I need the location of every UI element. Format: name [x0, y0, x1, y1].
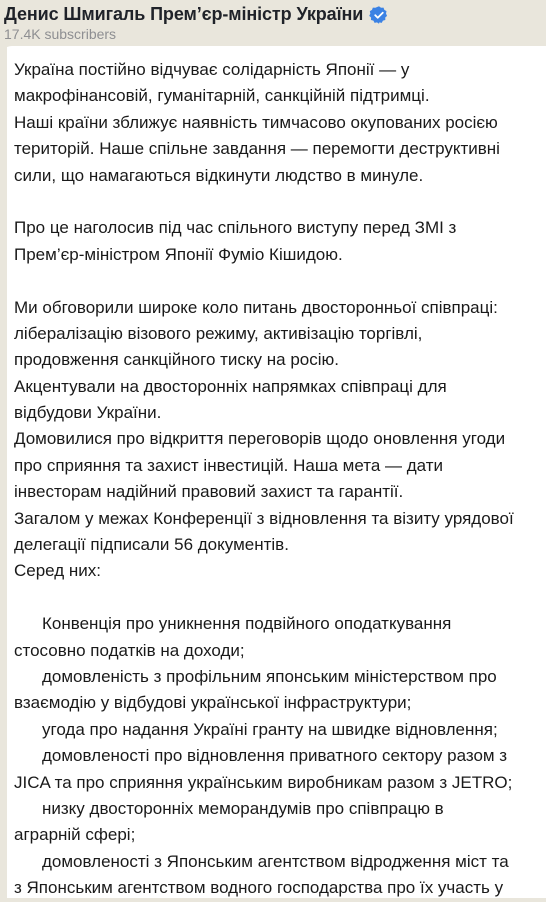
verified-badge-icon	[369, 5, 389, 25]
list-item	[14, 849, 542, 902]
list-item	[14, 717, 542, 743]
post-line: Акцентували на двосторонніх напрямках співпраці для	[14, 376, 447, 396]
post-card	[0, 46, 546, 898]
post-line: Серед них:	[14, 561, 102, 581]
post-line: Про це наголосив під час спільного виступу перед ЗМІ з	[14, 218, 457, 238]
post-line: Наші країни зближує наявність тимчасово окупованих росією	[14, 112, 498, 132]
list-item-line: аграрній сфері;	[14, 825, 136, 845]
list-item-line: низку двосторонніх меморандумів про співпрацю в	[42, 798, 444, 818]
post-line: продовження санкційного тиску на росію.	[14, 350, 339, 370]
list-item-line: домовленість з профільним японським міністерством про	[42, 666, 497, 686]
post-line: сили, що намагаються відкинути людство в минуле.	[14, 165, 424, 185]
list-item	[14, 796, 542, 849]
channel-title-row	[4, 4, 389, 25]
channel-header[interactable]	[0, 0, 546, 46]
paragraph-gap	[14, 268, 542, 294]
post-line: делегації підписали 56 документів.	[14, 535, 289, 555]
list-item-line: Конвенція про уникнення подвійного оподаткування	[42, 614, 452, 634]
post-text	[14, 57, 542, 902]
post-line: про сприяння та захист інвестицій. Наша мета — дати	[14, 455, 444, 475]
channel-title: Денис Шмигаль Прем’єр-міністр України	[4, 4, 364, 24]
list-item-line: домовленості про відновлення приватного сектору разом з	[42, 746, 508, 766]
list-item-line: JICA та про сприяння українським виробникам разом з JETRO;	[14, 772, 513, 792]
list-item	[14, 664, 542, 717]
subscriber-count: 17.4K subscribers	[4, 26, 117, 42]
post-line: Домовилися про відкриття переговорів щодо оновлення угоди	[14, 429, 506, 449]
post-line: Ми обговорили широке коло питань двосторонньої співпраці:	[14, 297, 498, 317]
post-line: лібералізацію візового режиму, активізацію торгівлі,	[14, 323, 423, 343]
list-item	[14, 611, 542, 664]
post-line: інвесторам надійний правовий захист та гарантії.	[14, 482, 404, 502]
list-item	[14, 743, 542, 796]
post-line: територій. Наше спільне завдання — перемогти деструктивні	[14, 139, 500, 159]
post-line: макрофінансовій, гуманітарній, санкційній підтримці.	[14, 86, 430, 106]
list-item-line: домовленості з Японським агентством відродження міст та	[42, 851, 509, 871]
post-line: Загалом у межах Конференції з відновлення та візиту урядової	[14, 508, 514, 528]
post-line: Прем’єр-міністром Японії Фуміо Кішидою.	[14, 244, 343, 264]
list-item-line: угода про надання Україні гранту на швидке відновлення;	[42, 719, 498, 739]
paragraph-gap	[14, 189, 542, 215]
paragraph-gap	[14, 585, 542, 611]
list-item-line: взаємодію у відбудові української інфраструктури;	[14, 693, 412, 713]
post-line: відбудови України.	[14, 403, 162, 423]
list-item-line: стосовно податків на доходи;	[14, 640, 245, 660]
list-item-line: з Японським агентством водного господарства про їх участь у	[14, 878, 504, 898]
post-line: Україна постійно відчуває солідарність Японії — у	[14, 60, 410, 79]
